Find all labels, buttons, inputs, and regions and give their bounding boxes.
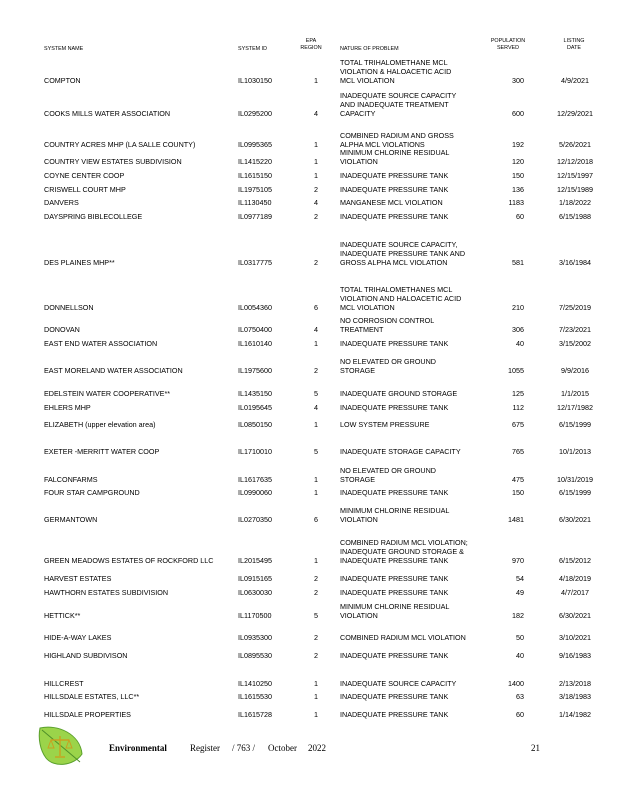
- system-id: IL0630030: [238, 588, 272, 597]
- population-served: 306: [512, 325, 524, 334]
- listing-date: 5/26/2021: [559, 140, 591, 149]
- population-served: 112: [512, 403, 524, 412]
- system-id: IL0850150: [238, 420, 272, 429]
- listing-date: 3/15/2002: [559, 339, 591, 348]
- system-name: EDELSTEIN WATER COOPERATIVE**: [44, 389, 171, 398]
- listing-date: 4/9/2021: [561, 76, 589, 85]
- system-name: COUNTRY ACRES MHP (LA SALLE COUNTY): [44, 140, 196, 149]
- header-system-name: SYSTEM NAME: [44, 46, 84, 52]
- nature-of-problem: INADEQUATE PRESSURE TANK: [340, 171, 449, 180]
- population-served: 136: [512, 185, 524, 194]
- epa-region: 1: [314, 420, 318, 429]
- system-name: FALCONFARMS: [44, 475, 98, 484]
- system-name: HILLSDALE ESTATES, LLC**: [44, 692, 140, 701]
- epa-region: 2: [314, 258, 318, 267]
- header-population: POPULATION SERVED: [490, 38, 526, 51]
- listing-date: 1/1/2015: [561, 389, 589, 398]
- system-name: HARVEST ESTATES: [44, 574, 112, 583]
- epa-region: 2: [314, 633, 318, 642]
- system-name: DAYSPRING BIBLECOLLEGE: [44, 212, 143, 221]
- epa-region: 1: [314, 140, 318, 149]
- system-name: GREEN MEADOWS ESTATES OF ROCKFORD LLC: [44, 556, 214, 565]
- nature-of-problem: INADEQUATE PRESSURE TANK: [340, 588, 449, 597]
- nature-of-problem: INADEQUATE PRESSURE TANK: [340, 488, 449, 497]
- nature-of-problem: INADEQUATE PRESSURE TANK: [340, 651, 449, 660]
- system-id: IL0195645: [238, 403, 272, 412]
- system-name: HIGHLAND SUBDIVISON: [44, 651, 128, 660]
- population-served: 63: [516, 692, 524, 701]
- nature-of-problem: INADEQUATE SOURCE CAPACITY, INADEQUATE PRESSURE TANK AND GROSS ALPHA MCL VIOLATION: [340, 240, 466, 267]
- system-name: EAST END WATER ASSOCIATION: [44, 339, 158, 348]
- nature-of-problem: INADEQUATE PRESSURE TANK: [340, 185, 449, 194]
- nature-of-problem: INADEQUATE PRESSURE TANK: [340, 692, 449, 701]
- listing-date: 7/23/2021: [559, 325, 591, 334]
- listing-date: 3/16/1984: [559, 258, 591, 267]
- population-served: 49: [516, 588, 524, 597]
- nature-of-problem: NO CORROSION CONTROL TREATMENT: [340, 316, 434, 334]
- system-id: IL1130450: [238, 198, 272, 207]
- system-name: GERMANTOWN: [44, 515, 98, 524]
- listing-date: 12/15/1997: [557, 171, 593, 180]
- system-id: IL0295200: [238, 109, 272, 118]
- footer-page-number: 21: [531, 743, 540, 753]
- listing-date: 6/15/1999: [559, 420, 591, 429]
- system-id: IL2015495: [238, 556, 272, 565]
- listing-date: 1/14/1982: [559, 710, 591, 719]
- system-name: HETTICK**: [44, 611, 81, 620]
- epa-region: 1: [314, 475, 318, 484]
- epa-region: 4: [314, 109, 318, 118]
- listing-date: 6/15/1999: [559, 488, 591, 497]
- listing-date: 9/16/1983: [559, 651, 591, 660]
- listing-date: 12/29/2021: [557, 109, 593, 118]
- footer-issue: / 763 /: [232, 743, 256, 753]
- epa-region: 2: [314, 366, 318, 375]
- population-served: 50: [516, 633, 524, 642]
- epa-region: 1: [314, 339, 318, 348]
- epa-region: 4: [314, 325, 318, 334]
- nature-of-problem: INADEQUATE SOURCE CAPACITY: [340, 679, 457, 688]
- system-id: IL1710010: [238, 447, 272, 456]
- system-id: IL0995365: [238, 140, 272, 149]
- nature-of-problem: INADEQUATE PRESSURE TANK: [340, 403, 449, 412]
- system-id: IL0054360: [238, 303, 272, 312]
- listing-date: 1/18/2022: [559, 198, 591, 207]
- epa-region: 2: [314, 588, 318, 597]
- system-id: IL1435150: [238, 389, 272, 398]
- population-served: 300: [512, 76, 524, 85]
- system-name: EHLERS MHP: [44, 403, 91, 412]
- epa-region: 6: [314, 515, 318, 524]
- system-id: IL1610140: [238, 339, 272, 348]
- leaf-scales-logo-icon: [36, 722, 86, 770]
- nature-of-problem: INADEQUATE PRESSURE TANK: [340, 339, 449, 348]
- listing-date: 6/30/2021: [559, 515, 591, 524]
- system-id: IL0317775: [238, 258, 272, 267]
- epa-region: 1: [314, 710, 318, 719]
- system-name: CRISWELL COURT MHP: [44, 185, 126, 194]
- system-name: HIDE-A-WAY LAKES: [44, 633, 112, 642]
- header-epa-region: EPA REGION: [300, 38, 322, 51]
- population-served: 210: [512, 303, 524, 312]
- system-name: EXETER -MERRITT WATER COOP: [44, 447, 160, 456]
- footer-publication: Environmental: [109, 743, 167, 753]
- population-served: 765: [512, 447, 524, 456]
- listing-date: 6/30/2021: [559, 611, 591, 620]
- nature-of-problem: INADEQUATE SOURCE CAPACITY AND INADEQUATE TREATMENT CAPACITY: [340, 91, 457, 118]
- epa-region: 1: [314, 679, 318, 688]
- epa-region: 2: [314, 574, 318, 583]
- nature-of-problem: MANGANESE MCL VIOLATION: [340, 198, 443, 207]
- listing-date: 10/31/2019: [557, 475, 593, 484]
- nature-of-problem: COMBINED RADIUM MCL VIOLATION: [340, 633, 466, 642]
- epa-region: 2: [314, 185, 318, 194]
- system-name: COMPTON: [44, 76, 81, 85]
- population-served: 1055: [508, 366, 524, 375]
- population-served: 40: [516, 339, 524, 348]
- population-served: 581: [512, 258, 524, 267]
- population-served: 1481: [508, 515, 524, 524]
- header-listing-date: LISTING DATE: [563, 38, 585, 51]
- epa-region: 4: [314, 198, 318, 207]
- epa-region: 4: [314, 403, 318, 412]
- system-id: IL0990060: [238, 488, 272, 497]
- system-name: DONNELLSON: [44, 303, 94, 312]
- population-served: 475: [512, 475, 524, 484]
- population-served: 150: [512, 488, 524, 497]
- system-name: COOKS MILLS WATER ASSOCIATION: [44, 109, 171, 118]
- system-id: IL0895530: [238, 651, 272, 660]
- nature-of-problem: TOTAL TRIHALOMETHANES MCL VIOLATION AND HALOACETIC ACID MCL VIOLATION: [340, 285, 462, 312]
- footer-register: Register: [190, 743, 220, 753]
- nature-of-problem: NO ELEVATED OR GROUND STORAGE: [340, 357, 436, 375]
- listing-date: 12/17/1982: [557, 403, 593, 412]
- epa-region: 1: [314, 488, 318, 497]
- system-name: COUNTRY VIEW ESTATES SUBDIVISION: [44, 157, 182, 166]
- system-name: ELIZABETH (upper elevation area): [44, 420, 156, 429]
- nature-of-problem: MINIMUM CHLORINE RESIDUAL VIOLATION: [340, 602, 450, 620]
- system-name: DONOVAN: [44, 325, 80, 334]
- system-name: DES PLAINES MHP**: [44, 258, 115, 267]
- listing-date: 4/7/2017: [561, 588, 589, 597]
- listing-date: 3/18/1983: [559, 692, 591, 701]
- system-id: IL1975600: [238, 366, 272, 375]
- epa-region: 1: [314, 171, 318, 180]
- population-served: 970: [512, 556, 524, 565]
- epa-region: 1: [314, 157, 318, 166]
- nature-of-problem: TOTAL TRIHALOMETHANE MCL VIOLATION & HALOACETIC ACID MCL VIOLATION: [340, 58, 452, 85]
- system-name: HAWTHORN ESTATES SUBDIVISION: [44, 588, 169, 597]
- system-id: IL1615530: [238, 692, 272, 701]
- population-served: 600: [512, 109, 524, 118]
- population-served: 192: [512, 140, 524, 149]
- nature-of-problem: MINIMUM CHLORINE RESIDUAL VIOLATION: [340, 148, 450, 166]
- listing-date: 3/10/2021: [559, 633, 591, 642]
- system-name: FOUR STAR CAMPGROUND: [44, 488, 140, 497]
- nature-of-problem: INADEQUATE GROUND STORAGE: [340, 389, 458, 398]
- listing-date: 6/15/2012: [559, 556, 591, 565]
- listing-date: 12/15/1989: [557, 185, 593, 194]
- system-id: IL0915165: [238, 574, 272, 583]
- population-served: 1400: [508, 679, 524, 688]
- system-id: IL1975105: [238, 185, 272, 194]
- header-nature: NATURE OF PROBLEM: [340, 46, 399, 52]
- system-id: IL1615150: [238, 171, 272, 180]
- system-id: IL1410250: [238, 679, 272, 688]
- system-name: EAST MORELAND WATER ASSOCIATION: [44, 366, 183, 375]
- nature-of-problem: INADEQUATE STORAGE CAPACITY: [340, 447, 461, 456]
- epa-region: 1: [314, 556, 318, 565]
- nature-of-problem: COMBINED RADIUM MCL VIOLATION; INADEQUATE GROUND STORAGE & INADEQUATE PRESSURE TANK: [340, 538, 468, 565]
- population-served: 150: [512, 171, 524, 180]
- epa-region: 6: [314, 303, 318, 312]
- system-id: IL1030150: [238, 76, 272, 85]
- system-name: HILLSDALE PROPERTIES: [44, 710, 131, 719]
- listing-date: 12/12/2018: [557, 157, 593, 166]
- system-id: IL1617635: [238, 475, 272, 484]
- listing-date: 4/18/2019: [559, 574, 591, 583]
- listing-date: 10/1/2013: [559, 447, 591, 456]
- system-id: IL0935300: [238, 633, 272, 642]
- population-served: 675: [512, 420, 524, 429]
- system-id: IL0750400: [238, 325, 272, 334]
- system-id: IL1615728: [238, 710, 272, 719]
- listing-date: 6/15/1988: [559, 212, 591, 221]
- footer-year: 2022: [308, 743, 326, 753]
- epa-region: 1: [314, 692, 318, 701]
- nature-of-problem: MINIMUM CHLORINE RESIDUAL VIOLATION: [340, 506, 450, 524]
- epa-region: 2: [314, 651, 318, 660]
- nature-of-problem: COMBINED RADIUM AND GROSS ALPHA MCL VIOLATIONS: [340, 131, 454, 149]
- footer-month: October: [268, 743, 297, 753]
- population-served: 125: [512, 389, 524, 398]
- system-name: DANVERS: [44, 198, 79, 207]
- population-served: 54: [516, 574, 524, 583]
- nature-of-problem: INADEQUATE PRESSURE TANK: [340, 574, 449, 583]
- epa-region: 1: [314, 76, 318, 85]
- nature-of-problem: LOW SYSTEM PRESSURE: [340, 420, 430, 429]
- nature-of-problem: INADEQUATE PRESSURE TANK: [340, 212, 449, 221]
- listing-date: 2/13/2018: [559, 679, 591, 688]
- population-served: 60: [516, 212, 524, 221]
- epa-region: 5: [314, 389, 318, 398]
- system-id: IL1170500: [238, 611, 272, 620]
- population-served: 60: [516, 710, 524, 719]
- population-served: 1183: [508, 198, 524, 207]
- listing-date: 7/25/2019: [559, 303, 591, 312]
- system-id: IL0270350: [238, 515, 272, 524]
- nature-of-problem: INADEQUATE PRESSURE TANK: [340, 710, 449, 719]
- system-id: IL0977189: [238, 212, 272, 221]
- system-name: COYNE CENTER COOP: [44, 171, 125, 180]
- epa-region: 5: [314, 447, 318, 456]
- listing-date: 9/9/2016: [561, 366, 589, 375]
- population-served: 40: [516, 651, 524, 660]
- nature-of-problem: NO ELEVATED OR GROUND STORAGE: [340, 466, 436, 484]
- system-id: IL1415220: [238, 157, 272, 166]
- system-name: HILLCREST: [44, 679, 84, 688]
- epa-region: 5: [314, 611, 318, 620]
- population-served: 120: [512, 157, 524, 166]
- population-served: 182: [512, 611, 524, 620]
- epa-region: 2: [314, 212, 318, 221]
- header-system-id: SYSTEM ID: [238, 46, 268, 52]
